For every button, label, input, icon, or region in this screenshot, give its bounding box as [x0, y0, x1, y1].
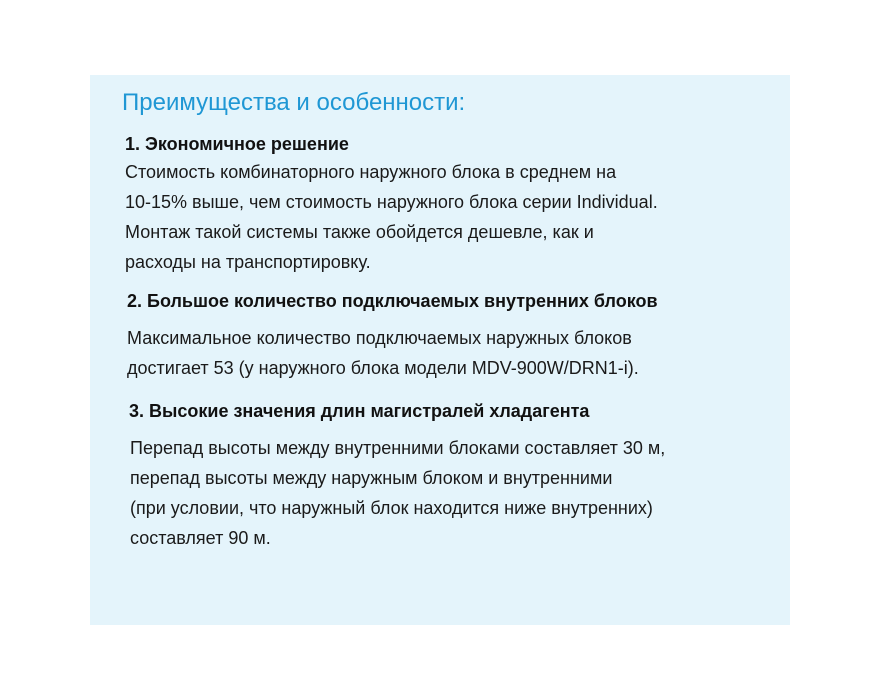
section-body-pipe-lengths — [130, 433, 665, 553]
text-line: 10-15% выше, чем стоимость наружного блока серии Individual. — [125, 192, 658, 212]
section-heading-indoor-units: 2. Большое количество подключаемых внутренних блоков — [127, 291, 658, 311]
text-line: перепад высоты между наружным блоком и внутренними — [130, 468, 613, 488]
text-line: достигает 53 (у наружного блока модели MDV-900W/DRN1-i). — [127, 358, 639, 378]
section-body-indoor-units — [127, 323, 639, 383]
section-heading-pipe-lengths: 3. Высокие значения длин магистралей хладагента — [129, 401, 590, 421]
page-title: Преимущества и особенности: — [122, 89, 466, 116]
text-line: расходы на транспортировку. — [125, 252, 371, 272]
text-line: Монтаж такой системы также обойдется дешевле, как и — [125, 222, 594, 242]
text-line: Перепад высоты между внутренними блоками составляет 30 м, — [130, 438, 666, 458]
section-heading-economical: 1. Экономичное решение — [125, 134, 349, 154]
text-line: Стоимость комбинаторного наружного блока в среднем на — [125, 162, 617, 182]
text-line: Максимальное количество подключаемых наружных блоков — [127, 328, 632, 348]
content-panel — [90, 75, 790, 625]
section-body-economical — [125, 157, 658, 277]
text-line: составляет 90 м. — [130, 528, 271, 548]
text-line: (при условии, что наружный блок находится ниже внутренних) — [130, 498, 653, 518]
